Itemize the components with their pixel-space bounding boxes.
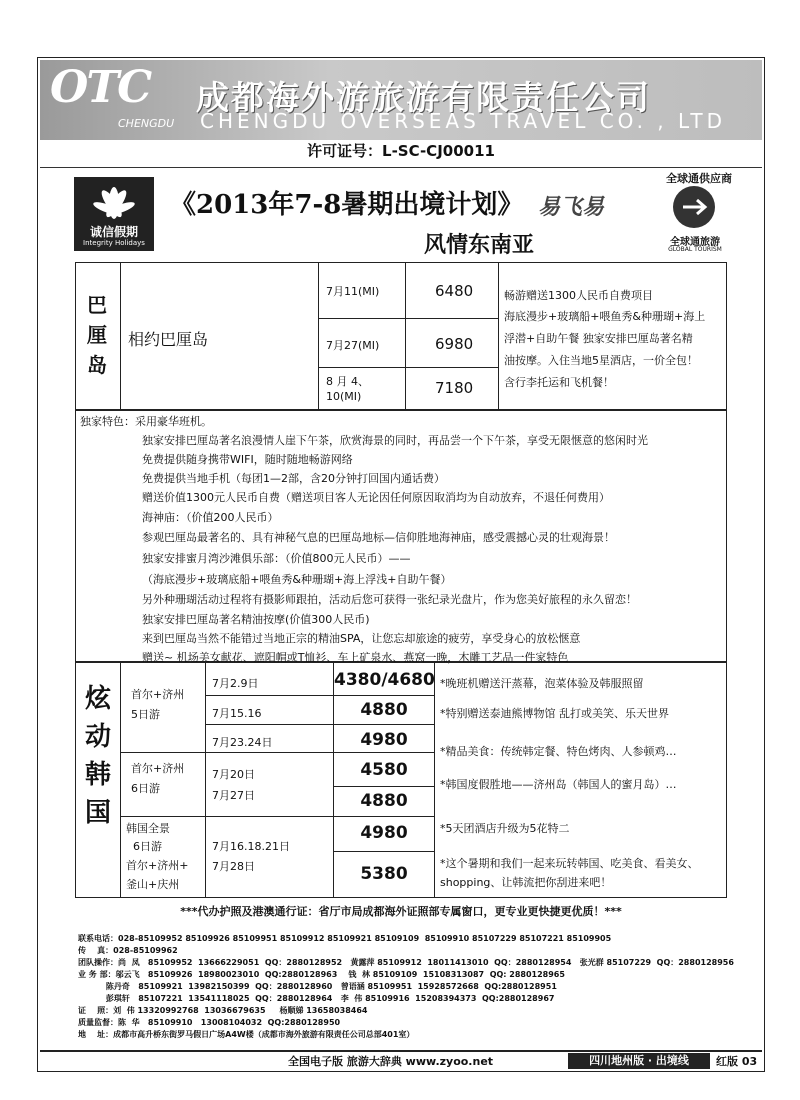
korea-product: 首尔+济州+ [126, 859, 189, 872]
korea-date: 7月23.24日 [212, 736, 273, 749]
korea-note: shopping、让韩流把你刮进来吧！ [440, 876, 612, 889]
korea-note: *精品美食：传统韩定餐、特色烤肉、人参顿鸡… [440, 745, 677, 758]
korea-region-char: 韩 [84, 760, 111, 790]
feature-line: 独家安排巴厘岛著名浪漫情人崖下午茶，欣赏海景的同时，再品尝一个下午茶，享受无限惬意的悠闲时光 [142, 434, 648, 447]
brand-name-en: Integrity Holidays [83, 239, 145, 247]
contact-line: 团队操作：尚 凤 85109952 13666229051 QQ：2880128952 黄露萍 85109912 18011413010 QQ：2880128954 张光群 85107229 QQ：2880128956 [78, 958, 734, 967]
feature-line: 独家安排巴厘岛著名精油按摩(价值300人民币) [142, 613, 370, 626]
korea-note: *5天团酒店升级为5花特二 [440, 822, 570, 835]
korea-date: 7月2.9日 [212, 677, 259, 690]
divider [434, 662, 435, 898]
korea-product: 首尔+济州 [131, 762, 185, 775]
korea-date: 7月28日 [212, 860, 255, 873]
korea-product: 首尔+济州 [131, 688, 185, 701]
logo-subtitle: CHENGDU [118, 117, 175, 130]
supplier-name: 全球通旅游 [670, 237, 720, 248]
bali-region-char: 岛 [87, 353, 107, 377]
contact-line: 证 照：刘 伟 13320992768 13036679635 杨顺娣 13658038464 [78, 1006, 368, 1015]
footer-edition: 四川地州版 · 出境线 [568, 1053, 710, 1069]
contact-line: 陈丹奇 85109921 13982150399 QQ：2880128960 曾语涵 85109951 15928572668 QQ:2880128951 [78, 982, 557, 991]
feature-line: 赠送~ 机场美女献花、遮阳帽或T恤衫、车上矿泉水、燕窝一晚，木雕工艺品一件家特色 [142, 651, 569, 664]
bali-highlight: 含行李托运和飞机餐！ [504, 376, 614, 389]
bali-price: 6480 [435, 282, 474, 300]
bali-region-char: 厘 [87, 323, 107, 347]
korea-product: 6日游 [133, 840, 162, 853]
korea-date: 7月16.18.21日 [212, 840, 290, 853]
divider [205, 662, 206, 898]
contact-line: 联系电话：028-85109952 85109926 85109951 85109912 85109921 85109109 85109910 85107229 85107221 85109905 [78, 934, 612, 943]
company-logo: OTC [50, 62, 151, 113]
divider [318, 262, 319, 410]
korea-price: 4980 [360, 730, 408, 750]
divider [205, 724, 434, 725]
bali-date: 10(MI) [326, 390, 362, 403]
flower-icon [74, 177, 154, 223]
footer-site: 全国电子版 旅游大辞典 www.zyoo.net [288, 1055, 494, 1068]
bali-price: 7180 [435, 379, 474, 397]
divider [120, 262, 121, 410]
partner-logo: 易飞易 [538, 195, 605, 220]
divider [120, 662, 121, 898]
bali-date: 7月11(MI) [326, 285, 380, 298]
bali-region-char: 巴 [87, 293, 107, 317]
page-footer [40, 1050, 762, 1070]
divider [405, 262, 406, 410]
divider [205, 695, 434, 696]
bali-date: 8 月 4、 [326, 375, 369, 388]
page-number: 红版 03 [716, 1055, 758, 1068]
divider [318, 318, 498, 319]
divider [333, 851, 434, 852]
korea-price: 4380/4680 [334, 670, 435, 690]
divider [120, 816, 434, 817]
korea-product: 釜山+庆州 [126, 878, 180, 891]
integrity-holidays-logo [74, 177, 154, 251]
korea-price: 4880 [360, 700, 408, 720]
korea-date: 7月20日 [212, 768, 255, 781]
contact-line: 业 务 部：邬云飞 85109926 18980023010 QQ:2880128963 钱 林 85109109 15108313087 QQ: 2880128965 [78, 970, 565, 979]
contact-line: 质量监督：陈 华 85109910 13008104032 QQ:2880128950 [78, 1018, 341, 1027]
korea-price: 4980 [360, 823, 408, 843]
passport-notice: ***代办护照及港澳通行证：省厅市局成都海外证照部专属窗口，更专业更快捷更优质！*** [180, 905, 622, 918]
feature-line: 海神庙：（价值200人民币） [142, 511, 279, 524]
divider [120, 752, 434, 753]
bali-price: 6980 [435, 335, 474, 353]
divider [333, 786, 434, 787]
korea-note: *特别赠送泰迪熊博物馆 乱打或美笑、乐天世界 [440, 707, 669, 720]
korea-price: 5380 [360, 864, 408, 884]
korea-date: 7月27日 [212, 789, 255, 802]
company-name-en: CHENGDU OVERSEAS TRAVEL CO. , LTD [200, 109, 727, 133]
bali-highlight: 浮潜+自助午餐 独家安排巴厘岛著名精 [504, 332, 693, 345]
korea-product: 5日游 [131, 708, 160, 721]
korea-region-char: 国 [84, 798, 111, 828]
bali-highlight: 海底漫步+玻璃船+喂鱼秀&种珊瑚+海上 [504, 310, 706, 323]
korea-note: *这个暑期和我们一起来玩转韩国、吃美食、看美女、 [440, 857, 699, 870]
plan-subtitle: 风情东南亚 [424, 232, 535, 258]
feature-line: 赠送价值1300元人民币自费（赠送项目客人无论因任何原因取消均为自动放弃，不退任何费用） [142, 491, 610, 504]
feature-line: 独家特色：采用豪华班机。 [80, 415, 212, 428]
feature-line: 参观巴厘岛最著名的、具有神秘气息的巴厘岛地标—信仰胜地海神庙，感受震撼心灵的壮观海景！ [142, 531, 615, 544]
divider [498, 262, 499, 410]
bali-highlight: 油按摩。入住当地5星酒店，一价全包！ [504, 354, 698, 367]
contact-line: 传 真：028-85109962 [78, 946, 178, 955]
brand-name-cn: 诚信假期 [89, 225, 138, 239]
feature-line: 免费提供当地手机（每团1—2部，含20分钟打回国内通话费） [142, 472, 445, 485]
korea-region-char: 动 [84, 722, 111, 752]
feature-line: 来到巴厘岛当然不能错过当地正宗的精油SPA，让您忘却旅途的疲劳，享受身心的放松惬意 [142, 632, 581, 645]
korea-date: 7月15.16 [212, 707, 262, 720]
bali-highlight: 畅游赠送1300人民币自费项目 [504, 289, 653, 302]
feature-line: 免费提供随身携带WIFI，随时随地畅游网络 [142, 453, 353, 466]
korea-price: 4580 [360, 760, 408, 780]
bali-date: 7月27(MI) [326, 339, 380, 352]
korea-note: *晚班机赠送汗蒸幕，泡菜体验及韩服照留 [440, 677, 644, 690]
korea-note: *韩国度假胜地——济州岛（韩国人的蜜月岛）… [440, 778, 677, 791]
divider [318, 367, 498, 368]
plan-title: 《2013年7-8暑期出境计划》 [170, 190, 524, 220]
divider [333, 662, 334, 898]
contact-line: 彭琪轩 85107221 13541118025 QQ：2880128964 李 伟 85109916 15208394373 QQ:2880128967 [78, 994, 555, 1003]
korea-product: 韩国全景 [126, 822, 170, 835]
feature-line: 独家安排蜜月湾沙滩俱乐部：（价值800元人民币）—— [142, 552, 411, 565]
contact-line: 地 址：成都市高升桥东街罗马假日广场A4W楼（成都市海外旅游有限责任公司总部401室） [78, 1030, 415, 1039]
globe-icon [673, 186, 715, 228]
license-number: 许可证号：L-SC-CJ00011 [40, 140, 762, 168]
feature-line: 另外种珊瑚活动过程将有摄影师跟拍，活动后您可获得一张纪录光盘片，作为您美好旅程的永久留恋！ [142, 593, 637, 606]
korea-price: 4880 [360, 791, 408, 811]
feature-line: （海底漫步+玻璃底船+喂鱼秀&种珊瑚+海上浮浅+自助午餐） [142, 573, 452, 586]
korea-product: 6日游 [131, 782, 160, 795]
company-name-cn: 成都海外游旅游有限责任公司 [196, 78, 651, 117]
supplier-label: 全球通供应商 [666, 172, 732, 185]
contact-info [78, 933, 734, 1041]
korea-region-char: 炫 [84, 684, 111, 714]
bali-product: 相约巴厘岛 [128, 330, 209, 349]
supplier-name-en: GLOBAL TOURISM [668, 246, 722, 253]
